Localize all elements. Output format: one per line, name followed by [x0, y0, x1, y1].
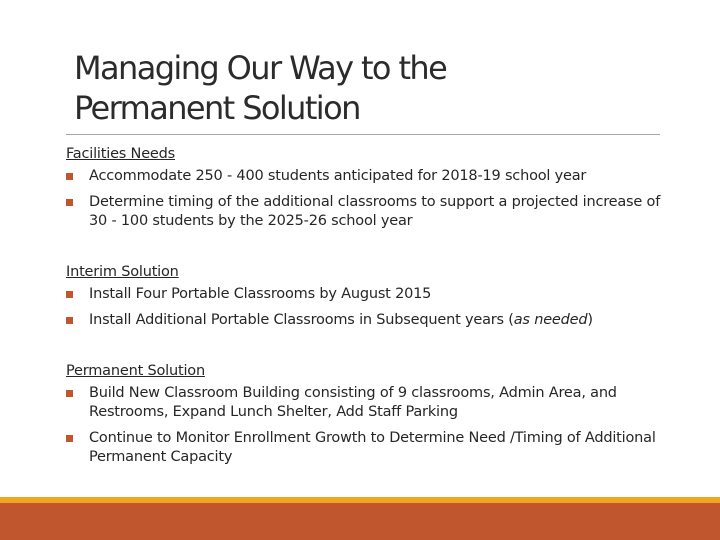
section-permanent-solution — [66, 362, 666, 467]
bullet-text — [89, 312, 593, 328]
footer-band — [0, 497, 720, 540]
slide-title — [74, 48, 674, 128]
slide-body — [66, 145, 666, 467]
square-bullet-icon — [66, 199, 73, 206]
square-bullet-icon — [66, 291, 73, 298]
bullet-text-main: Install Additional Portable Classrooms in Subsequent years ( — [89, 312, 514, 328]
section-heading-facilities-needs: Facilities Needs — [66, 146, 175, 162]
interim-bullet-list — [66, 285, 666, 330]
bullet-text-note: as needed — [513, 312, 588, 328]
list-item — [66, 193, 666, 231]
section-interim-solution — [66, 263, 666, 330]
list-item — [66, 384, 666, 422]
square-bullet-icon — [66, 390, 73, 397]
list-item — [66, 167, 666, 186]
title-divider — [66, 134, 660, 135]
bullet-text: Build New Classroom Building consisting of 9 classrooms, Admin Area, and Restrooms, Expand Lunch Shelter, Add Staff Parking — [89, 385, 617, 420]
bullet-text: Determine timing of the additional classrooms to support a projected increase of 30 - 100 students by the 2025-26 school year — [89, 194, 661, 229]
section-heading-permanent-solution: Permanent Solution — [66, 363, 205, 379]
bullet-text-close: ) — [587, 312, 593, 328]
slide-title-line-2: Permanent Solution — [74, 89, 360, 127]
footer-bar — [0, 503, 720, 540]
square-bullet-icon — [66, 435, 73, 442]
square-bullet-icon — [66, 173, 73, 180]
bullet-text: Accommodate 250 - 400 students anticipated for 2018-19 school year — [89, 168, 587, 184]
permanent-bullet-list — [66, 384, 666, 467]
square-bullet-icon — [66, 317, 73, 324]
list-item — [66, 311, 666, 330]
slide-title-line-1: Managing Our Way to the — [74, 49, 447, 87]
bullet-text: Continue to Monitor Enrollment Growth to Determine Need /Timing of Additional Permanent Capacity — [89, 430, 656, 465]
facilities-bullet-list — [66, 167, 666, 231]
list-item — [66, 285, 666, 304]
section-heading-interim-solution: Interim Solution — [66, 264, 179, 280]
section-facilities-needs — [66, 145, 666, 231]
bullet-text: Install Four Portable Classrooms by August 2015 — [89, 286, 432, 302]
list-item — [66, 429, 666, 467]
